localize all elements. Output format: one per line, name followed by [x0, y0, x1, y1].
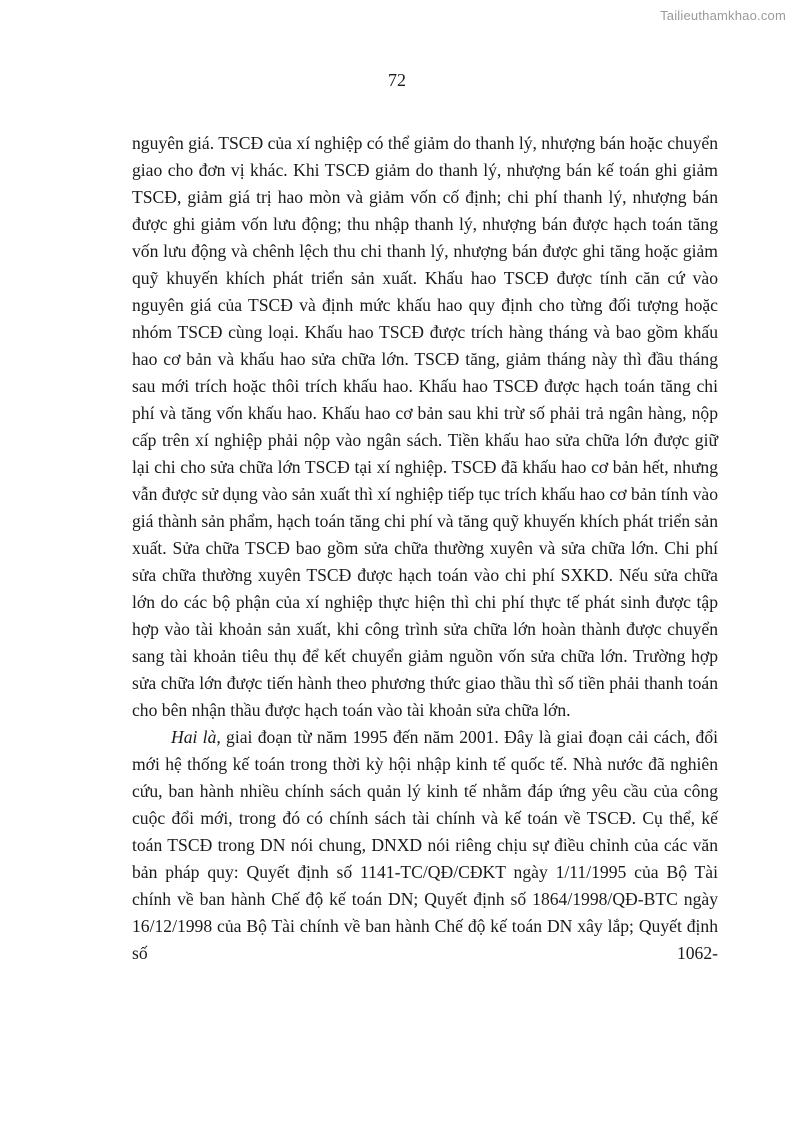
page-number: 72: [388, 70, 406, 90]
paragraph-2: [132, 724, 718, 967]
watermark: Tailieuthamkhao.com: [660, 8, 786, 23]
paragraph-2-text: , giai đoạn từ năm 1995 đến năm 2001. Đây là giai đoạn cải cách, đổi mới hệ thống kế toán trong thời kỳ hội nhập kinh tế quốc tế. Nhà nước đã nghiên cứu, ban hành nhiều chính sách quản lý kinh tế nhằm đáp ứng yêu cầu của công cuộc đổi mới, trong đó có chính sách tài chính và kế toán về TSCĐ. Cụ thể, kế toán TSCĐ trong DN nói chung, DNXD nói riêng chịu sự điều chỉnh của các văn bản pháp quy: Quyết định số 1141-TC/QĐ/CĐKT ngày 1/11/1995 của Bộ Tài chính về ban hành Chế độ kế toán DN; Quyết định số 1864/1998/QĐ-BTC ngày 16/12/1998 của Bộ Tài chính về ban hành Chế độ kế toán DN xây lắp; Quyết định số 1062-: [132, 727, 718, 963]
paragraph-2-lead: Hai là: [171, 727, 217, 747]
document-body: [132, 130, 718, 967]
paragraph-1: nguyên giá. TSCĐ của xí nghiệp có thể giảm do thanh lý, nhượng bán hoặc chuyển giao cho đơn vị khác. Khi TSCĐ giảm do thanh lý, nhượng bán kế toán ghi giảm TSCĐ, giảm giá trị hao mòn và giảm vốn cố định; chi phí thanh lý, nhượng bán được ghi giảm vốn lưu động; thu nhập thanh lý, nhượng bán được hạch toán tăng vốn lưu động và chênh lệch thu chi thanh lý, nhượng bán được ghi tăng hoặc giảm quỹ khuyến khích phát triển sản xuất. Khấu hao TSCĐ được tính căn cứ vào nguyên giá của TSCĐ và định mức khấu hao quy định cho từng đối tượng hoặc nhóm TSCĐ cùng loại. Khấu hao TSCĐ được trích hàng tháng và bao gồm khấu hao cơ bản và khấu hao sửa chữa lớn. TSCĐ tăng, giảm tháng này thì đầu tháng sau mới trích hoặc thôi trích khấu hao. Khấu hao TSCĐ được hạch toán tăng chi phí và tăng vốn khấu hao. Khấu hao cơ bản sau khi trừ số phải trả ngân hàng, nộp cấp trên xí nghiệp phải nộp vào ngân sách. Tiền khấu hao sửa chữa lớn được giữ lại chi cho sửa chữa lớn TSCĐ tại xí nghiệp. TSCĐ đã khấu hao cơ bản hết, nhưng vẫn được sử dụng vào sản xuất thì xí nghiệp tiếp tục trích khấu hao cơ bản tính vào giá thành sản phẩm, hạch toán tăng chi phí và tăng quỹ khuyến khích phát triển sản xuất. Sửa chữa TSCĐ bao gồm sửa chữa thường xuyên và sửa chữa lớn. Chi phí sửa chữa thường xuyên TSCĐ được hạch toán vào chi phí SXKD. Nếu sửa chữa lớn do các bộ phận của xí nghiệp thực hiện thì chi phí thực tế phát sinh được tập hợp vào tài khoản sản xuất, khi công trình sửa chữa lớn hoàn thành được chuyển sang tài khoản tiêu thụ để kết chuyển giảm nguồn vốn sửa chữa lớn. Trường hợp sửa chữa lớn được tiến hành theo phương thức giao thầu thì số tiền phải thanh toán cho bên nhận thầu được hạch toán vào tài khoản sửa chữa lớn.: [132, 133, 718, 720]
